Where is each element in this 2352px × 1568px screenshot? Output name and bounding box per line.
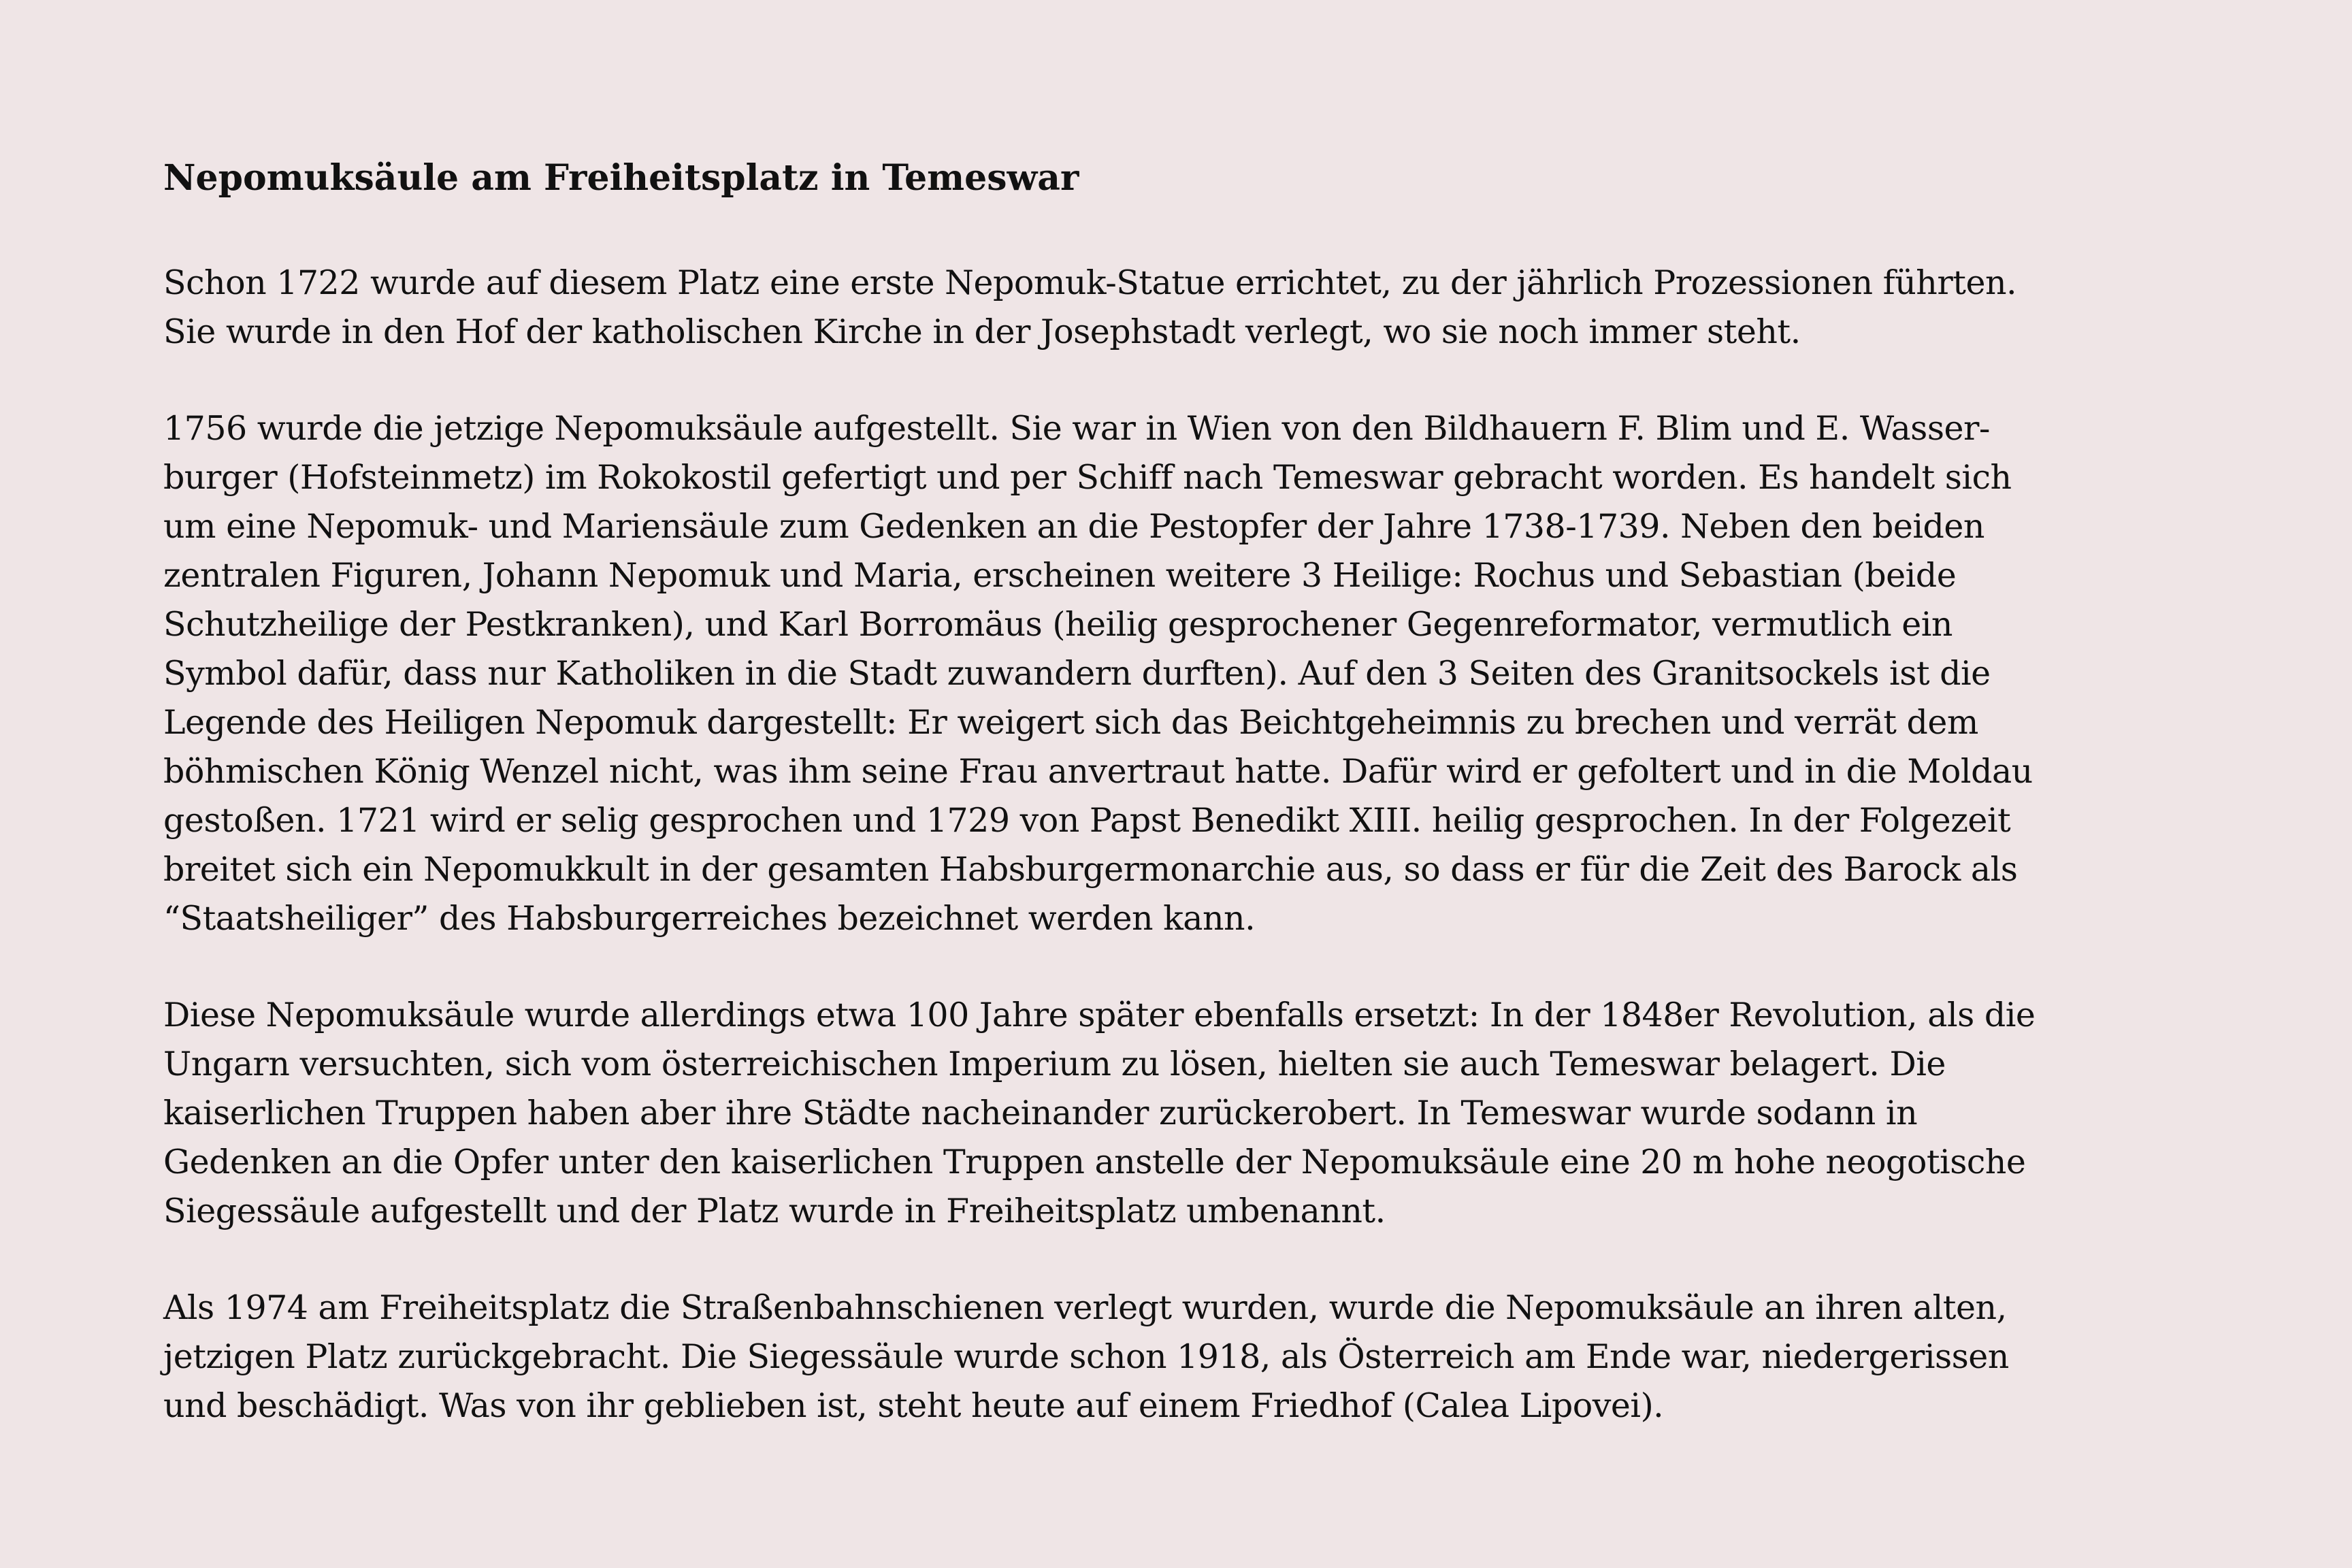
paragraph-first-statue: Schon 1722 wurde auf diesem Platz eine erste Nepomuk-Statue errichtet, zu der jährlich Prozessionen führten. Sie wurde in den Hof der katholischen Kirche in der Josephstadt verlegt, wo sie noch immer steht. [163, 263, 2017, 351]
document-title: Nepomuksäule am Freiheitsplatz in Temeswar [163, 157, 1079, 199]
paragraph-revolution: Diese Nepomuksäule wurde allerdings etwa 100 Jahre später ebenfalls ersetzt: In der 1848er Revolution, als die Ungarn versuchten, sich vom österreichischen Imperium zu lösen, hielten sie auch Temeswar belagert. Die kaiserlichen Truppen haben aber ihre Städte nacheinander zurückerobert. In Temeswar wurde sodann in Gedenken an die Opfer unter den kaiserlichen Truppen anstelle der Nepomuksäule eine 20 m hohe neogotische Siegessäule aufgestellt und der Platz wurde in Freiheitsplatz umbenannt. [163, 996, 2036, 1230]
paragraph-return: Als 1974 am Freiheitsplatz die Straßenbahnschienen verlegt wurden, wurde die Nepomuksäule an ihren alten, jetzigen Platz zurückgebracht. Die Siegessäule wurde schon 1918, als Österreich am Ende war, niedergerissen und beschädigt. Was von ihr geblieben ist, steht heute auf einem Friedhof (Calea Lipovei). [163, 1288, 2009, 1425]
paragraph-current-column: 1756 wurde die jetzige Nepomuksäule aufgestellt. Sie war in Wien von den Bildhauern F. Blim und E. Wasser- burger (Hofsteinmetz) im Rokokostil gefertigt und per Schiff nach Temeswar gebracht worden. Es handelt sich um eine Nepomuk- und Mariensäule zum Gedenken an die Pestopfer der Jahre 1738-1739. Neben den beiden zentralen Figuren, Johann Nepomuk und Maria, erscheinen weitere 3 Heilige: Rochus und Sebastian (beide Schutzheilige der Pestkranken), und Karl Borromäus (heilig gesprochener Gegenreformator, vermutlich ein Symbol dafür, dass nur Katholiken in die Stadt zuwandern durften). Auf den 3 Seiten des Granitsockels ist die Legende des Heiligen Nepomuk dargestellt: Er weigert sich das Beichtgeheimnis zu brechen und verrät dem böhmischen König Wenzel nicht, was ihm seine Frau anvertraut hatte. Dafür wird er gefoltert und in die Moldau gestoßen. 1721 wird er selig gesprochen und 1729 von Papst Benedikt XIII. heilig gesprochen. In der Folgezeit breitet sich ein Nepomukkult in der gesamten Habsburgermonarchie aus, so dass er für die Zeit des Barock als “Staatsheiliger” des Habsburgerreiches bezeichnet werden kann. [163, 409, 2033, 938]
document-page [163, 154, 2246, 1431]
